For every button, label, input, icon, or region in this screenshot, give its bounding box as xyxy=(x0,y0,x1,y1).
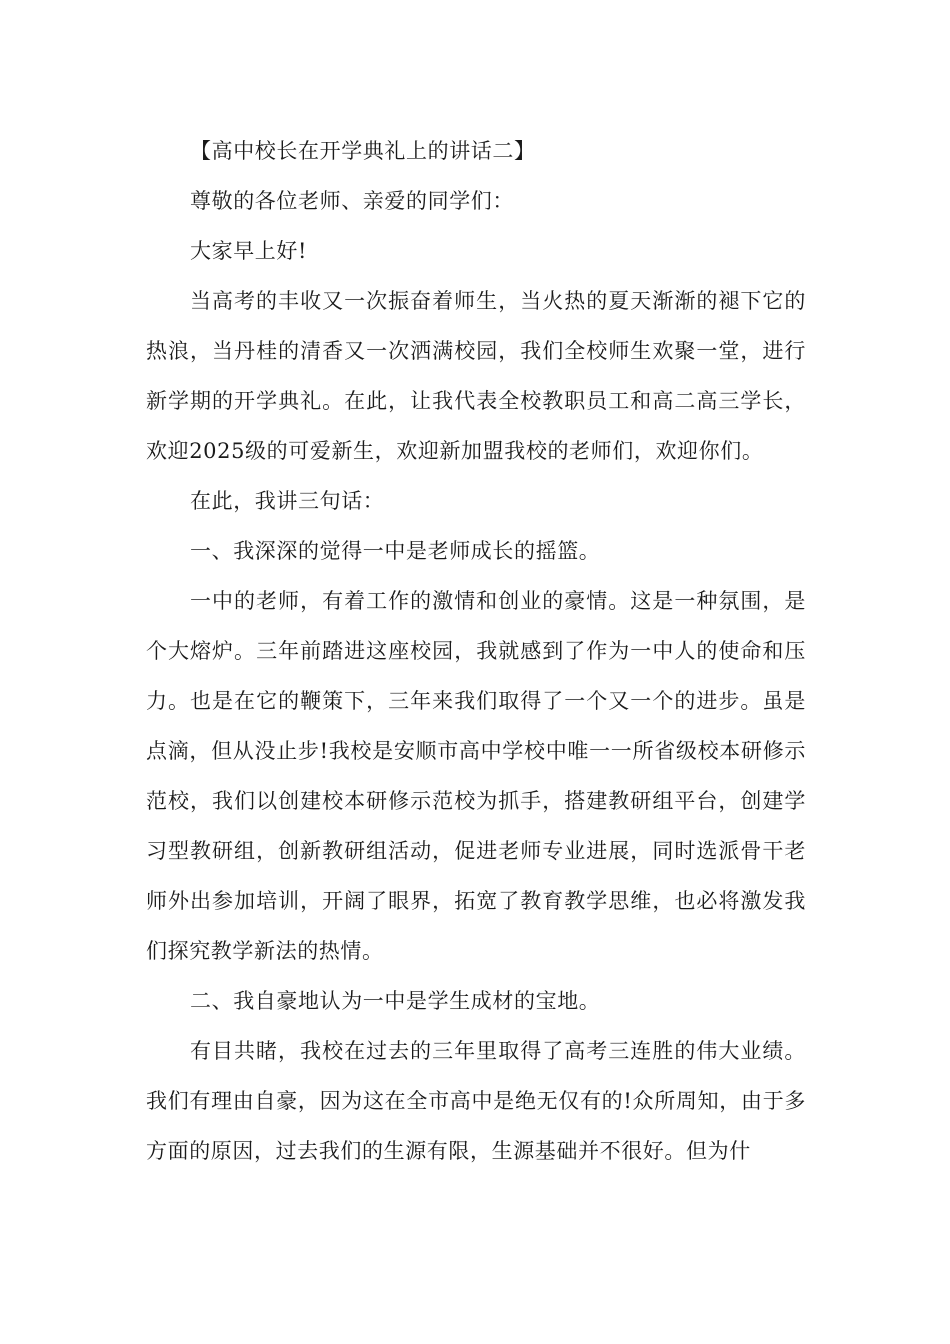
paragraph-teachers: 一中的老师，有着工作的激情和创业的豪情。这是一种氛围，是个大熔炉。三年前踏进这座校园，我就感到了作为一中人的使命和压力。也是在它的鞭策下，三年来我们取得了一个又一个的进步。虽是点滴，但从没止步!我校是安顺市高中学校中唯一一所省级校本研修示范校，我们以创建校本研修示范校为抓手，搭建教研组平台，创建学习型教研组，创新教研组活动，促进老师专业进展，同时选派骨干老师外出参加培训，开阔了眼界，拓宽了教育教学思维，也必将激发我们探究教学新法的热情。 xyxy=(146,589,806,963)
salutation: 尊敬的各位老师、亲爱的同学们： xyxy=(190,189,514,213)
greeting: 大家早上好! xyxy=(190,239,308,263)
document-body xyxy=(146,126,806,1176)
point-one-heading: 一、我深深的觉得一中是老师成长的摇篮。 xyxy=(190,539,601,563)
document-heading: 【高中校长在开学典礼上的讲话二】 xyxy=(190,139,536,163)
paragraph-welcome: 当高考的丰收又一次振奋着师生，当火热的夏天渐渐的褪下它的热浪，当丹桂的清香又一次洒满校园，我们全校师生欢聚一堂，进行新学期的开学典礼。在此，让我代表全校教职员工和高二高三学长，欢迎2025级的可爱新生，欢迎新加盟我校的老师们，欢迎你们。 xyxy=(146,289,806,463)
paragraph-intro-three-points: 在此，我讲三句话： xyxy=(190,489,385,513)
paragraph-students: 有目共睹，我校在过去的三年里取得了高考三连胜的伟大业绩。我们有理由自豪，因为这在全市高中是绝无仅有的!众所周知，由于多方面的原因，过去我们的生源有限，生源基础并不很好。但为什 xyxy=(146,1039,806,1163)
point-two-heading: 二、我自豪地认为一中是学生成材的宝地。 xyxy=(190,989,601,1013)
